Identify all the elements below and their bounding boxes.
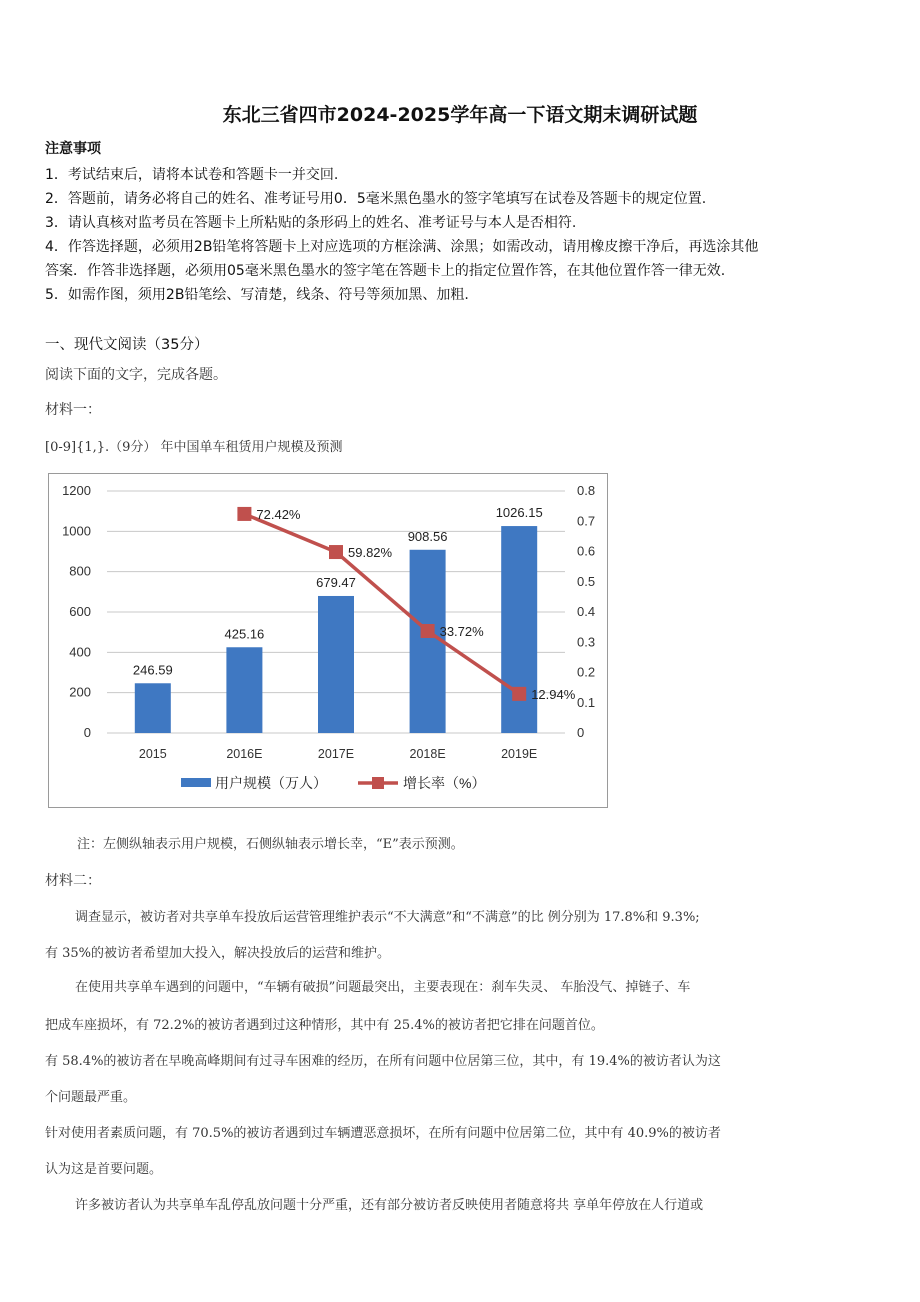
notice-item: 答案．作答非选择题，必须用05毫米黑色墨水的签字笔在答题卡上的指定位置作答，在其他位置作答一律无效. bbox=[45, 263, 726, 279]
right-axis-tick-label: 0.3 bbox=[577, 634, 596, 650]
left-axis-tick-label: 400 bbox=[69, 644, 91, 660]
bike-rental-chart bbox=[49, 474, 607, 807]
notice-item: 3．请认真核对监考员在答题卡上所粘贴的条形码上的姓名、准考证号与本人是否相符. bbox=[45, 215, 577, 231]
left-axis-tick-label: 1000 bbox=[62, 523, 91, 539]
right-axis-tick-label: 0.8 bbox=[577, 483, 596, 498]
paragraph-line: 调查显示，被访者对共享单车投放后运营管理维护表示“不大满意”和“不满意”的比 例分别为 17.8%和 9.3%; bbox=[75, 910, 700, 925]
legend-line-marker bbox=[372, 777, 384, 789]
paragraph-line: 在使用共享单车遇到的问题中，“车辆有破损”问题最突出，主要表现在：刹车失灵、 车胎没气、掉链子、车 bbox=[75, 980, 691, 995]
bar bbox=[501, 526, 537, 733]
left-axis-tick-label: 1200 bbox=[62, 483, 91, 498]
bar bbox=[135, 683, 171, 733]
right-axis-tick-label: 0.4 bbox=[577, 604, 596, 619]
section-intro: 阅读下面的文字，完成各题。 bbox=[45, 367, 227, 383]
paragraph-line: 认为这是首要问题。 bbox=[45, 1162, 163, 1177]
legend-line-label: 增长率（%） bbox=[403, 775, 486, 791]
x-axis-tick-label: 2019E bbox=[501, 747, 538, 761]
x-axis-tick-label: 2018E bbox=[409, 747, 446, 761]
notice-item: 1．考试结束后，请将本试卷和答题卡一并交回. bbox=[45, 167, 339, 183]
legend-bar-label: 用户规模（万人） bbox=[215, 775, 327, 791]
growth-data-label: 59.82% bbox=[348, 545, 393, 561]
growth-data-label: 72.42% bbox=[256, 506, 301, 522]
growth-point bbox=[512, 687, 526, 701]
notice-item: 5．如需作图，须用2B铅笔绘、写清楚，线条、符号等须加黑、加粗. bbox=[45, 287, 469, 303]
notice-item: 4．作答选择题，必须用2B铅笔将答题卡上对应选项的方框涂满、涂黑；如需改动，请用橡皮擦干净后，再选涂其他 bbox=[45, 239, 759, 255]
legend-bar-swatch bbox=[181, 778, 211, 787]
growth-data-label: 33.72% bbox=[439, 623, 484, 639]
question-stem: [0-9]{1,}.（9分） 年中国单车租赁用户规模及预测 bbox=[45, 440, 343, 455]
growth-data-label: 12.94% bbox=[531, 686, 576, 702]
growth-point bbox=[421, 624, 435, 638]
chart-frame bbox=[48, 473, 608, 808]
paragraph-line: 针对使用者素质问题，有 70.5%的被访者遇到过车辆遭恶意损坏，在所有问题中位居第二位，其中有 40.9%的被访者 bbox=[45, 1126, 721, 1141]
left-axis-tick-label: 600 bbox=[69, 604, 91, 619]
paragraph-line: 有 35%的被访者希望加大投入，解决投放后的运营和维护。 bbox=[45, 946, 391, 961]
right-axis-tick-label: 0.7 bbox=[577, 513, 596, 529]
right-axis-tick-label: 0.6 bbox=[577, 543, 596, 559]
notice-item: 2．答题前，请务必将自己的姓名、准考证号用0．5毫米黑色墨水的签字笔填写在试卷及答题卡的规定位置. bbox=[45, 191, 707, 207]
bar-data-label: 1026.15 bbox=[495, 505, 543, 521]
right-axis-tick-label: 0 bbox=[577, 725, 585, 740]
bar-data-label: 908.56 bbox=[407, 528, 448, 544]
material-one-label: 材料一： bbox=[45, 402, 101, 418]
right-axis-tick-label: 0.2 bbox=[577, 664, 596, 680]
bar bbox=[226, 647, 262, 733]
x-axis-tick-label: 2015 bbox=[138, 747, 167, 761]
paragraph-line: 许多被访者认为共享单车乱停乱放问题十分严重，还有部分被访者反映使用者随意将共 享单年停放在人行道或 bbox=[75, 1198, 704, 1213]
document-title: 东北三省四市2024-2025学年高一下语文期末调研试题 bbox=[222, 104, 698, 126]
growth-point bbox=[329, 545, 343, 559]
growth-point bbox=[237, 507, 251, 521]
left-axis-tick-label: 200 bbox=[69, 684, 91, 700]
notice-heading: 注意事项 bbox=[45, 141, 101, 157]
paragraph-line: 把成车座损坏，有 72.2%的被访者遇到过这种情形，其中有 25.4%的被访者把它排在问题首位。 bbox=[45, 1018, 604, 1033]
right-axis-tick-label: 0.1 bbox=[577, 694, 596, 710]
x-axis-tick-label: 2016E bbox=[226, 747, 263, 761]
material-two-label: 材料二： bbox=[45, 873, 101, 889]
chart-note: 注：左侧纵轴表示用户规模，石侧纵轴表示增长幸，“E”表示预测。 bbox=[77, 837, 464, 852]
growth-line bbox=[244, 514, 519, 694]
paragraph-line: 有 58.4%的被访者在早晚高峰期间有过寻车困难的经历，在所有问题中位居第三位，其中，有 19.4%的被访者认为这 bbox=[45, 1054, 721, 1069]
left-axis-tick-label: 0 bbox=[83, 725, 91, 740]
left-axis-tick-label: 800 bbox=[69, 563, 91, 579]
x-axis-tick-label: 2017E bbox=[317, 747, 355, 761]
bar-data-label: 246.59 bbox=[132, 662, 173, 678]
bar bbox=[318, 596, 354, 733]
bar-data-label: 679.47 bbox=[316, 574, 356, 590]
right-axis-tick-label: 0.5 bbox=[577, 573, 596, 589]
bar-data-label: 425.16 bbox=[224, 626, 265, 642]
section-heading: 一、现代文阅读（35分） bbox=[45, 337, 209, 353]
paragraph-line: 个问题最严重。 bbox=[45, 1090, 137, 1105]
